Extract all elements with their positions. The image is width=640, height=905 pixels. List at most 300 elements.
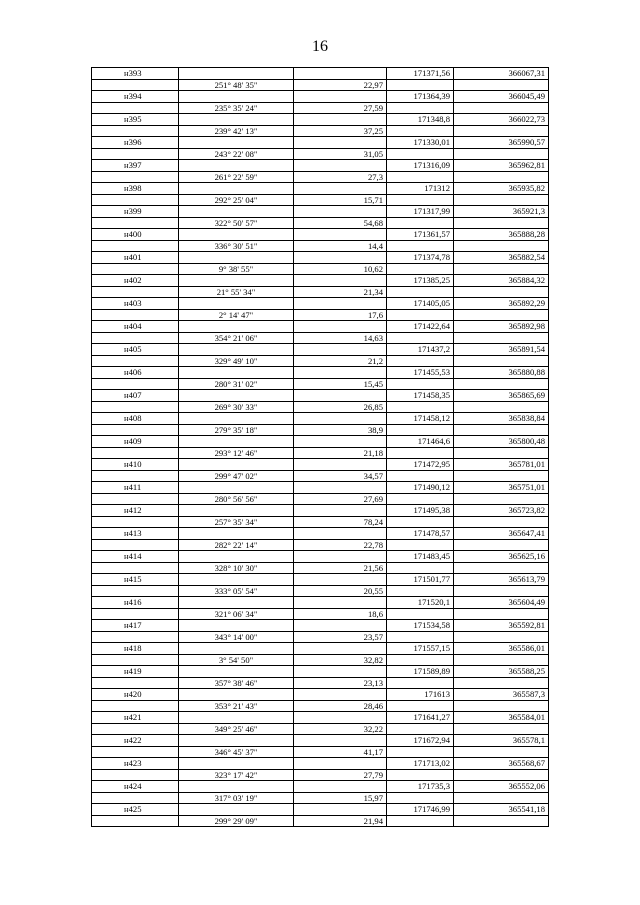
y-coordinate-cell bbox=[454, 562, 549, 574]
x-coordinate-cell bbox=[387, 217, 454, 229]
bearing-cell bbox=[179, 91, 294, 103]
y-coordinate-cell: 365552,06 bbox=[454, 781, 549, 793]
point-name-cell bbox=[92, 217, 179, 229]
distance-cell: 37,25 bbox=[294, 125, 387, 137]
distance-cell: 23,13 bbox=[294, 677, 387, 689]
distance-cell bbox=[294, 758, 387, 770]
distance-cell: 21,94 bbox=[294, 815, 387, 827]
table-row bbox=[92, 804, 549, 816]
table-row bbox=[92, 401, 549, 413]
point-name-cell: н397 bbox=[92, 160, 179, 172]
table-row bbox=[92, 344, 549, 356]
distance-cell: 78,24 bbox=[294, 516, 387, 528]
distance-cell bbox=[294, 114, 387, 126]
point-name-cell bbox=[92, 493, 179, 505]
bearing-cell: 251° 48' 35" bbox=[179, 79, 294, 91]
bearing-cell: 3° 54' 50" bbox=[179, 654, 294, 666]
bearing-cell: 282° 22' 14" bbox=[179, 539, 294, 551]
x-coordinate-cell: 171490,12 bbox=[387, 482, 454, 494]
x-coordinate-cell bbox=[387, 240, 454, 252]
distance-cell: 14,63 bbox=[294, 332, 387, 344]
point-name-cell bbox=[92, 608, 179, 620]
x-coordinate-cell: 171589,89 bbox=[387, 666, 454, 678]
point-name-cell: н413 bbox=[92, 528, 179, 540]
distance-cell: 27,3 bbox=[294, 171, 387, 183]
y-coordinate-cell bbox=[454, 102, 549, 114]
distance-cell bbox=[294, 505, 387, 517]
bearing-cell: 279° 35' 18" bbox=[179, 424, 294, 436]
x-coordinate-cell bbox=[387, 815, 454, 827]
coordinates-table bbox=[91, 67, 549, 827]
x-coordinate-cell bbox=[387, 746, 454, 758]
bearing-cell: 354° 21' 06" bbox=[179, 332, 294, 344]
distance-cell: 32,82 bbox=[294, 654, 387, 666]
page-number: 16 bbox=[312, 38, 328, 55]
table-row bbox=[92, 68, 549, 80]
point-name-cell bbox=[92, 447, 179, 459]
table-row bbox=[92, 482, 549, 494]
y-coordinate-cell: 365838,84 bbox=[454, 413, 549, 425]
bearing-cell bbox=[179, 551, 294, 563]
distance-cell: 21,18 bbox=[294, 447, 387, 459]
table-row bbox=[92, 286, 549, 298]
y-coordinate-cell bbox=[454, 332, 549, 344]
x-coordinate-cell bbox=[387, 102, 454, 114]
distance-cell bbox=[294, 137, 387, 149]
y-coordinate-cell bbox=[454, 792, 549, 804]
y-coordinate-cell bbox=[454, 217, 549, 229]
distance-cell: 18,6 bbox=[294, 608, 387, 620]
y-coordinate-cell: 365625,16 bbox=[454, 551, 549, 563]
point-name-cell: н405 bbox=[92, 344, 179, 356]
x-coordinate-cell bbox=[387, 769, 454, 781]
distance-cell: 21,2 bbox=[294, 355, 387, 367]
bearing-cell: 343° 14' 00" bbox=[179, 631, 294, 643]
point-name-cell bbox=[92, 723, 179, 735]
table-row bbox=[92, 160, 549, 172]
distance-cell: 23,57 bbox=[294, 631, 387, 643]
distance-cell: 10,62 bbox=[294, 263, 387, 275]
y-coordinate-cell: 365568,67 bbox=[454, 758, 549, 770]
point-name-cell: н394 bbox=[92, 91, 179, 103]
bearing-cell: 235° 35' 24" bbox=[179, 102, 294, 114]
distance-cell bbox=[294, 666, 387, 678]
table-row bbox=[92, 746, 549, 758]
table-row bbox=[92, 263, 549, 275]
x-coordinate-cell: 171557,15 bbox=[387, 643, 454, 655]
x-coordinate-cell bbox=[387, 263, 454, 275]
distance-cell: 17,6 bbox=[294, 309, 387, 321]
point-name-cell: н419 bbox=[92, 666, 179, 678]
point-name-cell bbox=[92, 792, 179, 804]
table-row bbox=[92, 689, 549, 701]
bearing-cell bbox=[179, 620, 294, 632]
table-row bbox=[92, 631, 549, 643]
table-row bbox=[92, 229, 549, 241]
x-coordinate-cell bbox=[387, 470, 454, 482]
x-coordinate-cell: 171371,56 bbox=[387, 68, 454, 80]
distance-cell bbox=[294, 367, 387, 379]
bearing-cell bbox=[179, 482, 294, 494]
x-coordinate-cell: 171495,38 bbox=[387, 505, 454, 517]
y-coordinate-cell: 365800,48 bbox=[454, 436, 549, 448]
x-coordinate-cell bbox=[387, 516, 454, 528]
bearing-cell: 2° 14' 47" bbox=[179, 309, 294, 321]
distance-cell: 26,85 bbox=[294, 401, 387, 413]
x-coordinate-cell: 171613 bbox=[387, 689, 454, 701]
y-coordinate-cell bbox=[454, 424, 549, 436]
distance-cell bbox=[294, 275, 387, 287]
bearing-cell bbox=[179, 689, 294, 701]
distance-cell bbox=[294, 321, 387, 333]
bearing-cell bbox=[179, 367, 294, 379]
y-coordinate-cell bbox=[454, 378, 549, 390]
x-coordinate-cell bbox=[387, 539, 454, 551]
bearing-cell: 328° 10' 30" bbox=[179, 562, 294, 574]
point-name-cell: н398 bbox=[92, 183, 179, 195]
bearing-cell: 333° 05' 54" bbox=[179, 585, 294, 597]
y-coordinate-cell bbox=[454, 470, 549, 482]
table-row bbox=[92, 551, 549, 563]
x-coordinate-cell: 171330,01 bbox=[387, 137, 454, 149]
table-row bbox=[92, 815, 549, 827]
y-coordinate-cell: 366022,73 bbox=[454, 114, 549, 126]
y-coordinate-cell: 365588,25 bbox=[454, 666, 549, 678]
y-coordinate-cell bbox=[454, 447, 549, 459]
bearing-cell: 243° 22' 08" bbox=[179, 148, 294, 160]
bearing-cell: 299° 47' 02" bbox=[179, 470, 294, 482]
distance-cell: 54,68 bbox=[294, 217, 387, 229]
y-coordinate-cell bbox=[454, 263, 549, 275]
point-name-cell: н404 bbox=[92, 321, 179, 333]
distance-cell bbox=[294, 206, 387, 218]
bearing-cell: 299° 29' 09" bbox=[179, 815, 294, 827]
x-coordinate-cell: 171405,05 bbox=[387, 298, 454, 310]
bearing-cell bbox=[179, 275, 294, 287]
table-body bbox=[92, 68, 549, 827]
bearing-cell: 329° 49' 10" bbox=[179, 355, 294, 367]
table-row bbox=[92, 643, 549, 655]
bearing-cell bbox=[179, 137, 294, 149]
x-coordinate-cell: 171672,94 bbox=[387, 735, 454, 747]
y-coordinate-cell bbox=[454, 286, 549, 298]
point-name-cell bbox=[92, 171, 179, 183]
bearing-cell: 239° 42' 13" bbox=[179, 125, 294, 137]
point-name-cell bbox=[92, 585, 179, 597]
point-name-cell: н407 bbox=[92, 390, 179, 402]
distance-cell bbox=[294, 620, 387, 632]
table-row bbox=[92, 528, 549, 540]
table-row bbox=[92, 332, 549, 344]
bearing-cell: 323° 17' 42" bbox=[179, 769, 294, 781]
y-coordinate-cell bbox=[454, 677, 549, 689]
x-coordinate-cell: 171472,95 bbox=[387, 459, 454, 471]
table-row bbox=[92, 608, 549, 620]
y-coordinate-cell bbox=[454, 125, 549, 137]
bearing-cell bbox=[179, 528, 294, 540]
bearing-cell bbox=[179, 390, 294, 402]
point-name-cell bbox=[92, 148, 179, 160]
point-name-cell bbox=[92, 79, 179, 91]
distance-cell: 21,34 bbox=[294, 286, 387, 298]
y-coordinate-cell bbox=[454, 309, 549, 321]
y-coordinate-cell bbox=[454, 401, 549, 413]
x-coordinate-cell bbox=[387, 171, 454, 183]
y-coordinate-cell: 365587,3 bbox=[454, 689, 549, 701]
point-name-cell bbox=[92, 470, 179, 482]
point-name-cell: н417 bbox=[92, 620, 179, 632]
y-coordinate-cell bbox=[454, 654, 549, 666]
x-coordinate-cell bbox=[387, 677, 454, 689]
table-row bbox=[92, 217, 549, 229]
point-name-cell: н414 bbox=[92, 551, 179, 563]
y-coordinate-cell bbox=[454, 746, 549, 758]
table-row bbox=[92, 183, 549, 195]
distance-cell: 15,71 bbox=[294, 194, 387, 206]
table-row bbox=[92, 79, 549, 91]
distance-cell bbox=[294, 160, 387, 172]
x-coordinate-cell: 171746,99 bbox=[387, 804, 454, 816]
distance-cell bbox=[294, 574, 387, 586]
y-coordinate-cell bbox=[454, 493, 549, 505]
point-name-cell: н425 bbox=[92, 804, 179, 816]
x-coordinate-cell bbox=[387, 562, 454, 574]
distance-cell bbox=[294, 551, 387, 563]
point-name-cell bbox=[92, 378, 179, 390]
x-coordinate-cell: 171437,2 bbox=[387, 344, 454, 356]
bearing-cell bbox=[179, 413, 294, 425]
bearing-cell bbox=[179, 114, 294, 126]
table-row bbox=[92, 758, 549, 770]
y-coordinate-cell: 365882,54 bbox=[454, 252, 549, 264]
distance-cell: 15,45 bbox=[294, 378, 387, 390]
y-coordinate-cell: 365584,01 bbox=[454, 712, 549, 724]
y-coordinate-cell: 365884,32 bbox=[454, 275, 549, 287]
table-row bbox=[92, 666, 549, 678]
y-coordinate-cell: 365935,82 bbox=[454, 183, 549, 195]
table-row bbox=[92, 252, 549, 264]
bearing-cell bbox=[179, 758, 294, 770]
table-row bbox=[92, 516, 549, 528]
bearing-cell: 269° 30' 33" bbox=[179, 401, 294, 413]
bearing-cell: 261° 22' 59" bbox=[179, 171, 294, 183]
bearing-cell bbox=[179, 804, 294, 816]
y-coordinate-cell: 365880,88 bbox=[454, 367, 549, 379]
bearing-cell: 292° 25' 04" bbox=[179, 194, 294, 206]
point-name-cell: н421 bbox=[92, 712, 179, 724]
point-name-cell bbox=[92, 516, 179, 528]
table-row bbox=[92, 171, 549, 183]
table-row bbox=[92, 275, 549, 287]
table-row bbox=[92, 321, 549, 333]
table-row bbox=[92, 781, 549, 793]
bearing-cell bbox=[179, 436, 294, 448]
table-row bbox=[92, 769, 549, 781]
bearing-cell: 280° 31' 02" bbox=[179, 378, 294, 390]
y-coordinate-cell: 365865,69 bbox=[454, 390, 549, 402]
bearing-cell bbox=[179, 574, 294, 586]
point-name-cell bbox=[92, 700, 179, 712]
y-coordinate-cell: 365647,41 bbox=[454, 528, 549, 540]
x-coordinate-cell: 171458,35 bbox=[387, 390, 454, 402]
distance-cell: 27,59 bbox=[294, 102, 387, 114]
table-row bbox=[92, 539, 549, 551]
point-name-cell: н402 bbox=[92, 275, 179, 287]
y-coordinate-cell bbox=[454, 355, 549, 367]
y-coordinate-cell: 365962,81 bbox=[454, 160, 549, 172]
x-coordinate-cell: 171641,27 bbox=[387, 712, 454, 724]
distance-cell: 32,22 bbox=[294, 723, 387, 735]
y-coordinate-cell: 365921,3 bbox=[454, 206, 549, 218]
x-coordinate-cell: 171312 bbox=[387, 183, 454, 195]
bearing-cell bbox=[179, 643, 294, 655]
table-row bbox=[92, 194, 549, 206]
distance-cell bbox=[294, 459, 387, 471]
point-name-cell: н418 bbox=[92, 643, 179, 655]
bearing-cell bbox=[179, 459, 294, 471]
table-row bbox=[92, 114, 549, 126]
point-name-cell bbox=[92, 332, 179, 344]
y-coordinate-cell: 365888,28 bbox=[454, 229, 549, 241]
bearing-cell bbox=[179, 298, 294, 310]
x-coordinate-cell bbox=[387, 792, 454, 804]
table-row bbox=[92, 723, 549, 735]
bearing-cell bbox=[179, 505, 294, 517]
x-coordinate-cell: 171364,39 bbox=[387, 91, 454, 103]
distance-cell bbox=[294, 597, 387, 609]
distance-cell bbox=[294, 68, 387, 80]
point-name-cell: н401 bbox=[92, 252, 179, 264]
point-name-cell bbox=[92, 125, 179, 137]
table-row bbox=[92, 413, 549, 425]
x-coordinate-cell bbox=[387, 401, 454, 413]
table-row bbox=[92, 355, 549, 367]
bearing-cell: 21° 55' 34" bbox=[179, 286, 294, 298]
distance-cell: 41,17 bbox=[294, 746, 387, 758]
bearing-cell bbox=[179, 344, 294, 356]
y-coordinate-cell bbox=[454, 539, 549, 551]
table-row bbox=[92, 700, 549, 712]
y-coordinate-cell bbox=[454, 700, 549, 712]
x-coordinate-cell bbox=[387, 608, 454, 620]
y-coordinate-cell bbox=[454, 608, 549, 620]
bearing-cell: 322° 50' 57" bbox=[179, 217, 294, 229]
y-coordinate-cell bbox=[454, 79, 549, 91]
table-row bbox=[92, 620, 549, 632]
distance-cell bbox=[294, 643, 387, 655]
y-coordinate-cell bbox=[454, 148, 549, 160]
y-coordinate-cell bbox=[454, 585, 549, 597]
distance-cell: 31,05 bbox=[294, 148, 387, 160]
point-name-cell bbox=[92, 102, 179, 114]
point-name-cell bbox=[92, 309, 179, 321]
x-coordinate-cell: 171713,02 bbox=[387, 758, 454, 770]
y-coordinate-cell bbox=[454, 194, 549, 206]
point-name-cell: н403 bbox=[92, 298, 179, 310]
x-coordinate-cell: 171316,09 bbox=[387, 160, 454, 172]
bearing-cell bbox=[179, 229, 294, 241]
distance-cell bbox=[294, 781, 387, 793]
point-name-cell: н423 bbox=[92, 758, 179, 770]
point-name-cell bbox=[92, 240, 179, 252]
point-name-cell: н400 bbox=[92, 229, 179, 241]
x-coordinate-cell bbox=[387, 148, 454, 160]
bearing-cell bbox=[179, 252, 294, 264]
point-name-cell: н420 bbox=[92, 689, 179, 701]
bearing-cell bbox=[179, 321, 294, 333]
y-coordinate-cell: 365990,57 bbox=[454, 137, 549, 149]
y-coordinate-cell: 365586,01 bbox=[454, 643, 549, 655]
table-row bbox=[92, 91, 549, 103]
point-name-cell bbox=[92, 424, 179, 436]
point-name-cell: н393 bbox=[92, 68, 179, 80]
bearing-cell: 321° 06' 34" bbox=[179, 608, 294, 620]
bearing-cell bbox=[179, 597, 294, 609]
point-name-cell bbox=[92, 562, 179, 574]
bearing-cell: 353° 21' 43" bbox=[179, 700, 294, 712]
x-coordinate-cell: 171464,6 bbox=[387, 436, 454, 448]
table-row bbox=[92, 654, 549, 666]
x-coordinate-cell bbox=[387, 493, 454, 505]
distance-cell bbox=[294, 482, 387, 494]
bearing-cell bbox=[179, 666, 294, 678]
y-coordinate-cell: 365578,1 bbox=[454, 735, 549, 747]
point-name-cell bbox=[92, 194, 179, 206]
point-name-cell: н408 bbox=[92, 413, 179, 425]
x-coordinate-cell bbox=[387, 585, 454, 597]
y-coordinate-cell bbox=[454, 723, 549, 735]
distance-cell bbox=[294, 436, 387, 448]
distance-cell: 14,4 bbox=[294, 240, 387, 252]
bearing-cell: 349° 25' 46" bbox=[179, 723, 294, 735]
bearing-cell bbox=[179, 206, 294, 218]
table-row bbox=[92, 505, 549, 517]
y-coordinate-cell: 365891,54 bbox=[454, 344, 549, 356]
point-name-cell bbox=[92, 769, 179, 781]
table-row bbox=[92, 459, 549, 471]
point-name-cell bbox=[92, 746, 179, 758]
bearing-cell bbox=[179, 781, 294, 793]
table-row bbox=[92, 240, 549, 252]
table-row bbox=[92, 597, 549, 609]
point-name-cell: н424 bbox=[92, 781, 179, 793]
x-coordinate-cell: 171478,57 bbox=[387, 528, 454, 540]
x-coordinate-cell bbox=[387, 723, 454, 735]
y-coordinate-cell bbox=[454, 769, 549, 781]
table-row bbox=[92, 470, 549, 482]
table-row bbox=[92, 148, 549, 160]
x-coordinate-cell bbox=[387, 286, 454, 298]
point-name-cell: н406 bbox=[92, 367, 179, 379]
point-name-cell bbox=[92, 286, 179, 298]
bearing-cell: 357° 38' 46" bbox=[179, 677, 294, 689]
point-name-cell bbox=[92, 355, 179, 367]
bearing-cell bbox=[179, 68, 294, 80]
table-row bbox=[92, 298, 549, 310]
table-row bbox=[92, 447, 549, 459]
point-name-cell bbox=[92, 263, 179, 275]
x-coordinate-cell: 171534,58 bbox=[387, 620, 454, 632]
x-coordinate-cell: 171317,99 bbox=[387, 206, 454, 218]
y-coordinate-cell bbox=[454, 240, 549, 252]
y-coordinate-cell: 365723,82 bbox=[454, 505, 549, 517]
distance-cell: 28,46 bbox=[294, 700, 387, 712]
table-row bbox=[92, 562, 549, 574]
x-coordinate-cell: 171458,12 bbox=[387, 413, 454, 425]
bearing-cell bbox=[179, 160, 294, 172]
y-coordinate-cell: 365592,81 bbox=[454, 620, 549, 632]
point-name-cell: н412 bbox=[92, 505, 179, 517]
